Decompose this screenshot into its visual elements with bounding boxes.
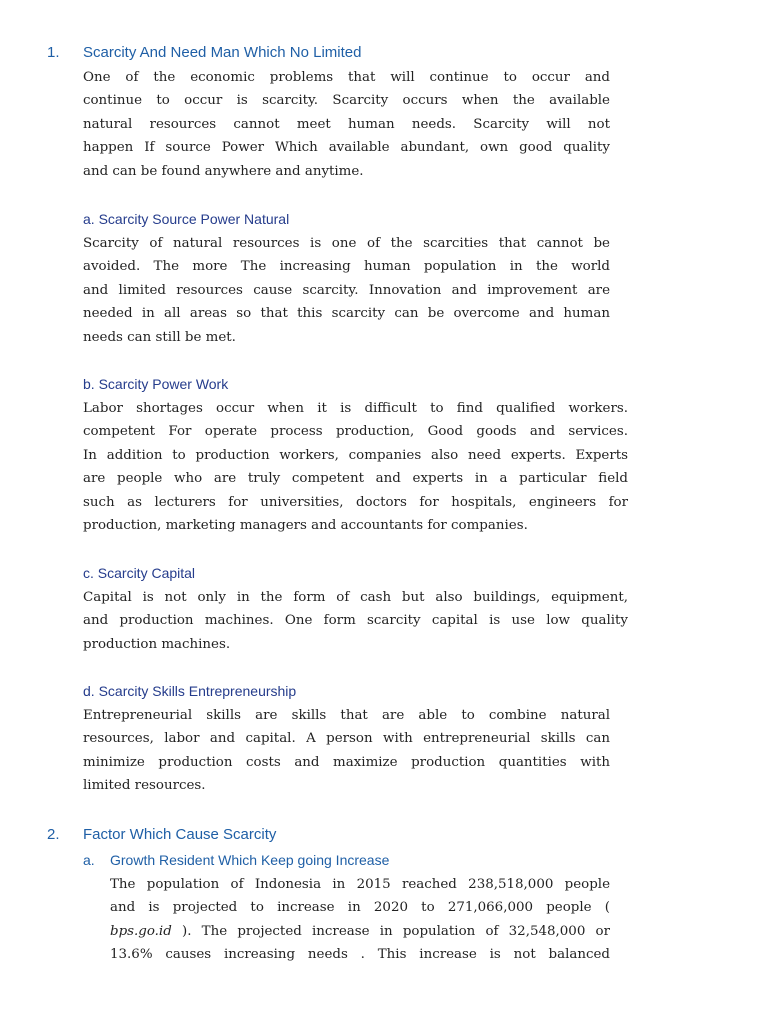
text-line: production, marketing managers and accountants for companies. [83,518,528,534]
subsection-a-title: a. Scarcity Source Power Natural [83,211,290,227]
text-line: and is projected to increase in 2020 to 271,066,000 people ( [110,900,610,916]
text-line: Entrepreneurial skills are skills that are able to combine natural [83,708,610,723]
text-line: needs can still be met. [83,329,236,345]
subsection-b-paragraph [83,397,628,537]
subsection-d-paragraph [83,704,610,798]
section-2a-label: a. [83,852,95,868]
text-line: continue to occur is scarcity. Scarcity occurs when the available [83,93,610,109]
section-2-title: Factor Which Cause Scarcity [83,826,277,843]
text-line: and limited resources cause scarcity. Innovation and improvement are [83,282,610,298]
text-line: avoided. The more The increasing human population in the world [83,259,610,275]
text-line: such as lecturers for universities, doctors for hospitals, engineers for [83,494,628,510]
text-fragment: ). The projected increase in population of 32,548,000 or [171,923,610,939]
text-line: Scarcity of natural resources is one of the scarcities that cannot be [83,236,610,251]
section-1-paragraph [83,66,610,183]
section-1-number: 1. [47,44,60,61]
subsection-d-title: d. Scarcity Skills Entrepreneurship [83,683,297,699]
section-2-number: 2. [47,826,60,843]
text-line: In addition to production workers, companies also need experts. Experts [83,447,628,463]
subsection-a-paragraph [83,232,610,349]
text-line: minimize production costs and maximize production quantities with [83,754,610,770]
text-line: and production machines. One form scarcity capital is use low quality [83,613,628,629]
subsection-b-title: b. Scarcity Power Work [83,376,229,392]
section-2a-title: Growth Resident Which Keep going Increase [110,852,390,868]
text-line: The population of Indonesia in 2015 reached 238,518,000 people [110,877,610,892]
text-line: Capital is not only in the form of cash but also buildings, equipment, [83,590,628,605]
text-line: limited resources. [83,778,206,794]
text-line: needed in all areas so that this scarcity can be overcome and human [83,306,610,322]
subsection-c-paragraph [83,586,628,656]
text-line: One of the economic problems that will continue to occur and [83,70,610,85]
text-line: natural resources cannot meet human needs. Scarcity will not [83,116,610,132]
source-citation: bps.go.id [110,923,172,939]
text-line: resources, labor and capital. A person with entrepreneurial skills can [83,731,610,747]
section-1-title: Scarcity And Need Man Which No Limited [83,44,362,61]
subsection-c-title: c. Scarcity Capital [83,565,196,581]
text-line: Labor shortages occur when it is difficult to find qualified workers. [83,401,628,416]
text-line: competent For operate process production, Good goods and services. [83,424,628,440]
text-line: and can be found anywhere and anytime. [83,163,364,179]
text-line: happen If source Power Which available abundant, own good quality [83,140,610,156]
section-2a-paragraph [110,873,610,967]
text-line: 13.6% causes increasing needs . This increase is not balanced [110,947,610,963]
text-line: production machines. [83,636,231,652]
text-line: are people who are truly competent and experts in a particular field [83,471,628,487]
text-line-with-source [110,920,610,943]
